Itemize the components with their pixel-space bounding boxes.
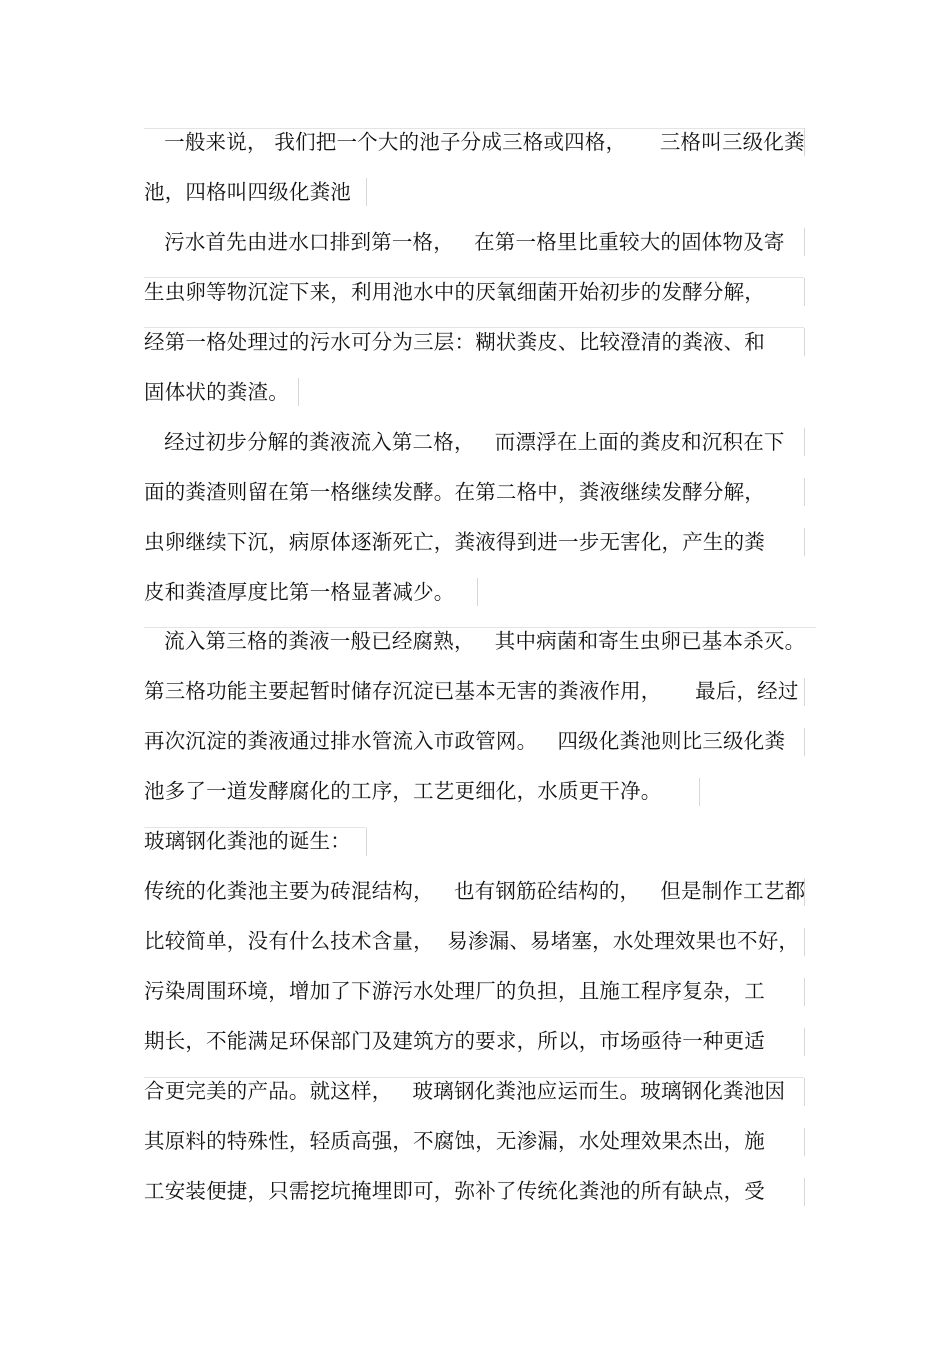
table-border	[804, 1028, 805, 1056]
table-border	[477, 578, 478, 606]
table-border	[804, 1128, 805, 1156]
text-line: 皮和粪渣厚度比第一格显著减少。	[144, 580, 455, 604]
table-border	[804, 928, 805, 956]
table-border	[298, 378, 299, 406]
text-line: 池多了一道发酵腐化的工序，工艺更细化，水质更干净。	[144, 779, 662, 803]
text-line: 经第一格处理过的污水可分为三层：糊状粪皮、比较澄清的粪液、和	[144, 330, 765, 354]
text-line: 面的粪渣则留在第一格继续发酵。在第二格中，粪液继续发酵分解，	[144, 480, 765, 504]
table-border	[804, 328, 805, 356]
text-line: 一般来说， 我们把一个大的池子分成三格或四格， 三格叫三级化粪	[144, 130, 805, 154]
text-line: 污水首先由进水口排到第一格， 在第一格里比重较大的固体物及寄	[144, 230, 785, 254]
text-line: 期长，不能满足环保部门及建筑方的要求，所以，市场亟待一种更适	[144, 1029, 765, 1053]
text-line: 污染周围环境，增加了下游污水处理厂的负担，且施工程序复杂，工	[144, 979, 765, 1003]
text-line: 合更完美的产品。就这样， 玻璃钢化粪池应运而生。玻璃钢化粪池因	[144, 1079, 786, 1103]
table-border	[366, 828, 367, 856]
text-line: 池，四格叫四级化粪池	[144, 180, 351, 204]
section-heading: 玻璃钢化粪池的诞生：	[144, 829, 351, 853]
table-border	[804, 228, 805, 256]
text-line: 生虫卵等物沉淀下来，利用池水中的厌氧细菌开始初步的发酵分解，	[144, 280, 765, 304]
table-border	[699, 778, 700, 806]
table-border	[804, 428, 805, 456]
text-line: 再次沉淀的粪液通过排水管流入市政管网。 四级化粪池则比三级化粪	[144, 729, 786, 753]
text-line: 流入第三格的粪液一般已经腐熟， 其中病菌和寄生虫卵已基本杀灭。	[144, 629, 806, 653]
text-line: 比较简单，没有什么技术含量， 易渗漏、易堵塞，水处理效果也不好，	[144, 929, 800, 953]
table-border	[804, 278, 805, 306]
text-line: 经过初步分解的粪液流入第二格， 而漂浮在上面的粪皮和沉积在下	[144, 430, 785, 454]
text-line: 第三格功能主要起暂时储存沉淀已基本无害的粪液作用， 最后，经过	[144, 679, 799, 703]
text-line: 固体状的粪渣。	[144, 380, 289, 404]
table-border	[804, 528, 805, 556]
table-border	[366, 178, 367, 206]
table-border	[804, 1178, 805, 1206]
text-line: 工安装便捷，只需挖坑掩埋即可，弥补了传统化粪池的所有缺点，受	[144, 1179, 765, 1203]
table-border	[804, 478, 805, 506]
text-line: 虫卵继续下沉，病原体逐渐死亡，粪液得到进一步无害化，产生的粪	[144, 530, 765, 554]
table-border	[804, 728, 805, 756]
table-border	[804, 678, 805, 706]
table-border	[804, 1078, 805, 1106]
text-line: 其原料的特殊性，轻质高强，不腐蚀，无渗漏，水处理效果杰出，施	[144, 1129, 765, 1153]
text-line: 传统的化粪池主要为砖混结构， 也有钢筋砼结构的， 但是制作工艺都	[144, 879, 806, 903]
table-border	[804, 978, 805, 1006]
